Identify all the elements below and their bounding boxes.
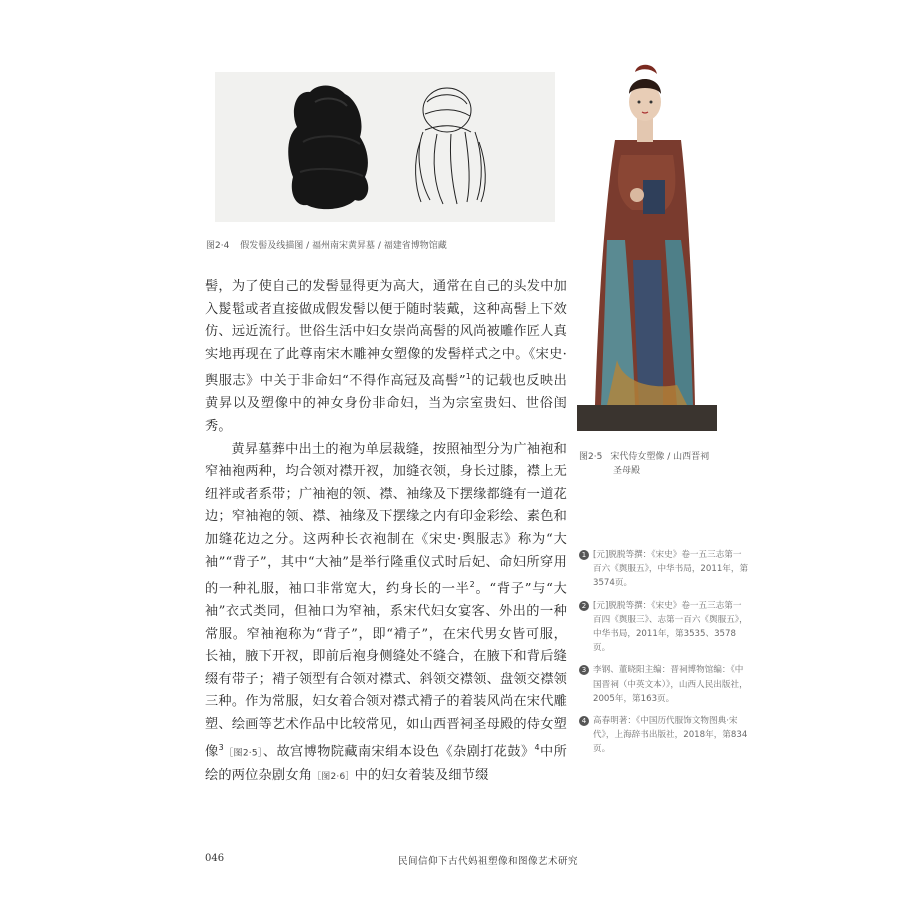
hair-bun-line-drawing-icon	[416, 88, 486, 204]
page-number: 046	[205, 853, 225, 864]
caption-text-line1: 宋代侍女塑像 / 山西晋祠	[610, 452, 710, 462]
footnote-text: [元]脱脱等撰：《宋史》卷一五三志第一百六《舆服五》，中华书局，2011年，第3574页。	[593, 550, 749, 589]
caption-text: 假发髻及线描图 / 福州南宋黄昇墓 / 福建省博物馆藏	[240, 241, 447, 251]
paragraph-2	[205, 439, 567, 789]
running-title: 民间信仰下古代妈祖塑像和图像艺术研究	[398, 856, 579, 867]
hair-bun-photo-icon	[288, 86, 368, 210]
footnotes	[579, 548, 749, 765]
text-segment: 的记载也反映出黄昇以及塑像中的神女身份非命妇，当为宗室贵妇、世俗闺秀。	[205, 373, 567, 434]
footnote	[579, 548, 749, 591]
footnote-text: 高春明著：《中国历代服饰文物图典·宋代》，上海辞书出版社，2018年，第834页。	[593, 716, 748, 755]
footnote-number: 3	[579, 665, 589, 675]
figure-reference: ［图2·5］	[223, 748, 263, 759]
figure-reference: ［图2·6］	[312, 771, 355, 782]
footnote-marker: 4	[534, 742, 540, 752]
body-text	[205, 276, 567, 788]
footnote-number: 4	[579, 716, 589, 726]
figure-label: 图2·4	[206, 241, 230, 251]
footnote-marker: 3	[218, 742, 224, 752]
footnote-number: 1	[579, 550, 589, 560]
text-segment: 。“背子”与“大袖”衣式类同，但袖口为窄袖，系宋代妇女宴客、外出的一种常服。窄袖袍称为“背子”，即“褙子”，在宋代男女皆可服，长袖，腋下开衩，即前后袍身侧缝处不缝合，在腋下和背后缝缀有带子；褙子领型有合领对襟式、斜领交襟领、盘领交襟领三种。作为常服，妇女着合领对襟式褙子的着装风尚在宋代雕塑、绘画等艺术作品中比较常见，如山西晋祠圣母殿的侍女塑像	[205, 581, 567, 760]
footnote	[579, 714, 749, 757]
footnote	[579, 599, 749, 656]
caption-text-line2: 圣母殿	[613, 466, 641, 476]
text-segment: 中所绘的两位杂剧女角	[205, 744, 568, 783]
footnote	[579, 663, 749, 706]
footnote-number: 2	[579, 601, 589, 611]
paragraph-1	[205, 276, 567, 439]
figure-2-5-image	[577, 60, 717, 436]
figure-2-5-caption	[579, 450, 739, 478]
text-segment: 中的妇女着装及细节缀	[354, 767, 489, 783]
footnote-marker: 1	[465, 372, 472, 382]
figure-2-4-caption	[206, 238, 566, 251]
footnote-marker: 2	[469, 580, 475, 590]
figure-2-4-image	[215, 72, 555, 222]
figure-label: 图2·5	[579, 452, 603, 462]
text-segment: 黄昇墓葬中出土的袍为单层裁缝，按照袖型分为广袖袍和窄袖袍两种，均合领对襟开衩，加缝衣领，身长过膝，襟上无纽袢或者系带；广袖袍的领、襟、袖缘及下摆缘都缝有一道花边；窄袖袍的领、襟、袖缘及下摆缘之内有印金彩绘、素色和加缝花边之分。这两种长衣袍制在《宋史·舆服志》称为“大袖”“背子”，其中“大袖”是举行隆重仪式时后妃、命妇所穿用的一种礼服，袖口非常宽大，约身长的一半	[205, 441, 567, 597]
text-segment: 髻，为了使自己的发髻显得更为高大，通常在自己的头发中加入髲髢或者直接做成假发髻以便于随时装戴，这种高髻上下效仿、远近流行。世俗生活中妇女崇尚高髻的风尚被雕作匠人真实地再现在了此尊南宋木雕神女塑像的发髻样式之中。《宋史·舆服志》中关于非命妇“不得作高冠及高髻”	[205, 279, 567, 389]
text-segment: 、故宫博物院藏南宋绢本设色《杂剧打花鼓》	[262, 744, 535, 760]
footnote-text: [元]脱脱等撰：《宋史》卷一五三志第一百四《舆服三》、志第一百六《舆服五》，中华书局，2011年，第3535、3578页。	[593, 600, 748, 654]
song-maid-statue-icon	[577, 60, 717, 436]
footnote-text: 李钢、董晓阳主编：晋祠博物馆编：《中国晋祠（中英文本）》，山西人民出版社，2005年，第163页。	[593, 665, 748, 704]
